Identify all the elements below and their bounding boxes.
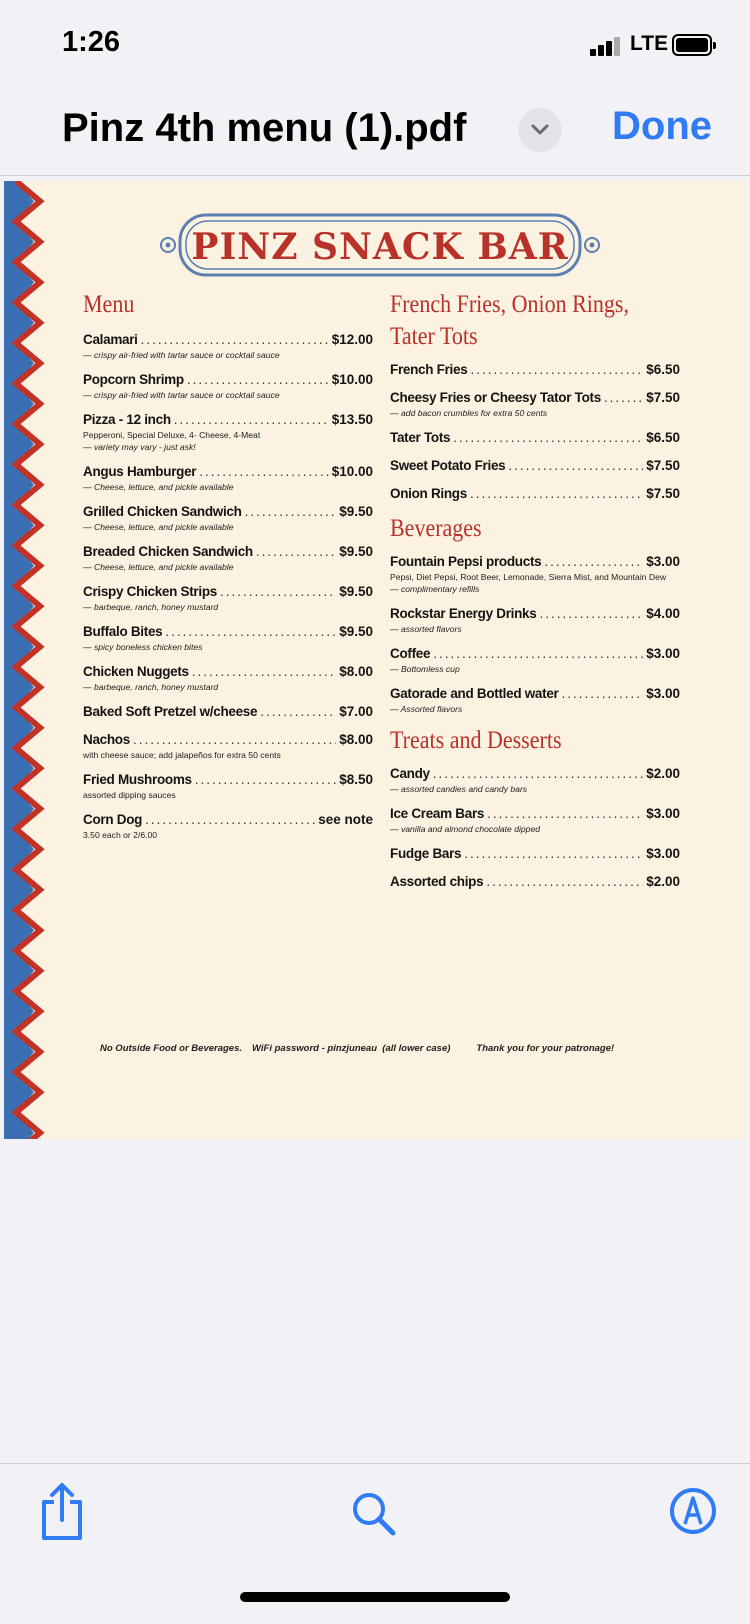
home-indicator xyxy=(240,1592,510,1602)
menu-item xyxy=(83,771,373,801)
status-time: 1:26 xyxy=(62,26,121,58)
menu-item-row xyxy=(390,845,680,863)
menu-left-column xyxy=(83,289,373,851)
menu-item-description: — variety may vary - just ask! xyxy=(83,442,196,452)
markup-icon[interactable] xyxy=(668,1486,718,1541)
menu-item-row xyxy=(390,873,680,891)
menu-item-name: Fountain Pepsi products xyxy=(390,554,542,569)
menu-item-price: $7.00 xyxy=(339,704,373,719)
menu-item-description: — crispy air-fried with tartar sauce or cocktail sauce xyxy=(83,350,280,360)
menu-item-row xyxy=(390,553,680,571)
menu-item-price: $3.00 xyxy=(646,686,680,701)
menu-item-description: — spicy boneless chicken bites xyxy=(83,642,203,652)
menu-item-description: — Cheese, lettuce, and pickle available xyxy=(83,562,234,572)
heading-line: French Fries, Onion Rings, xyxy=(390,291,629,318)
menu-item-description: — vanilla and almond chocolate dipped xyxy=(390,824,541,834)
menu-item-row xyxy=(390,645,680,663)
dot-leader xyxy=(464,845,643,863)
dot-leader xyxy=(199,463,328,481)
pdf-nav-bar xyxy=(0,92,750,176)
menu-item-name: French Fries xyxy=(390,362,468,377)
menu-item-row xyxy=(83,371,373,389)
menu-item xyxy=(390,873,680,891)
menu-item xyxy=(390,765,680,795)
section-heading-treats: Treats and Desserts xyxy=(390,727,562,754)
menu-item-name: Fried Mushrooms xyxy=(83,772,192,787)
menu-item-description: — Assorted flavors xyxy=(390,704,463,714)
menu-item-price: $3.00 xyxy=(646,806,680,821)
menu-item-row xyxy=(83,583,373,601)
dot-leader xyxy=(187,371,329,389)
menu-item xyxy=(83,463,373,493)
menu-item-price: $6.50 xyxy=(646,430,680,445)
menu-item xyxy=(83,623,373,653)
menu-item-note: 3.50 each or 2/6.00 xyxy=(83,830,158,840)
menu-item-price: $7.50 xyxy=(646,486,680,501)
menu-item-row xyxy=(390,429,680,447)
dot-leader xyxy=(141,331,329,349)
menu-item-row xyxy=(390,389,680,407)
menu-item-row xyxy=(390,805,680,823)
menu-item-description: — crispy air-fried with tartar sauce or cocktail sauce xyxy=(83,390,280,400)
menu-item xyxy=(83,543,373,573)
menu-item-name: Rockstar Energy Drinks xyxy=(390,606,537,621)
menu-item-description: — Bottomless cup xyxy=(390,664,460,674)
menu-item xyxy=(390,685,680,715)
beverages-list xyxy=(390,553,680,715)
menu-item-price: $7.50 xyxy=(646,390,680,405)
menu-items-list xyxy=(83,331,373,841)
dot-leader xyxy=(245,503,337,521)
dot-leader xyxy=(220,583,336,601)
menu-item-description: — Cheese, lettuce, and pickle available xyxy=(83,482,234,492)
menu-item-price: $3.00 xyxy=(646,846,680,861)
menu-item xyxy=(390,485,680,503)
menu-item xyxy=(83,703,373,721)
menu-item-row xyxy=(83,463,373,481)
menu-item xyxy=(83,731,373,761)
menu-item-price: $13.50 xyxy=(331,412,373,427)
menu-item xyxy=(390,457,680,475)
menu-item-description: — complimentary refills xyxy=(390,584,480,594)
menu-item-price: $3.00 xyxy=(646,646,680,661)
menu-item xyxy=(390,553,680,595)
menu-item-name: Breaded Chicken Sandwich xyxy=(83,544,253,559)
menu-item xyxy=(83,411,373,453)
footer-thanks: Thank you for your patronage! xyxy=(476,1043,615,1054)
menu-item-price: $8.00 xyxy=(339,664,373,679)
menu-item-row xyxy=(390,685,680,703)
menu-item-row xyxy=(83,771,373,789)
menu-item-price: $12.00 xyxy=(331,332,373,347)
menu-item-row xyxy=(390,765,680,783)
dot-leader xyxy=(192,663,336,681)
dot-leader xyxy=(174,411,329,429)
menu-item-name: Candy xyxy=(390,766,430,781)
menu-item-price: see note xyxy=(318,812,373,827)
dot-leader xyxy=(539,605,643,623)
menu-item-price: $2.00 xyxy=(646,874,680,889)
menu-item-description: — add bacon crumbles for extra 50 cents xyxy=(390,408,548,418)
menu-right-column xyxy=(390,289,680,901)
menu-item-row xyxy=(83,731,373,749)
dot-leader xyxy=(470,361,643,379)
done-button[interactable]: Done xyxy=(612,104,712,148)
menu-item-price: $9.50 xyxy=(339,584,373,599)
menu-item-row xyxy=(83,623,373,641)
network-type: LTE xyxy=(630,32,669,55)
menu-item-row xyxy=(390,361,680,379)
menu-item-price: $8.50 xyxy=(339,772,373,787)
dot-leader xyxy=(470,485,643,503)
menu-item xyxy=(390,361,680,379)
menu-item-row xyxy=(83,543,373,561)
menu-item-name: Calamari xyxy=(83,332,138,347)
section-heading-fries xyxy=(390,289,645,353)
menu-item-row xyxy=(83,703,373,721)
menu-item-description: — Cheese, lettuce, and pickle available xyxy=(83,522,234,532)
menu-item xyxy=(390,429,680,447)
menu-item-note: Pepsi, Diet Pepsi, Root Beer, Lemonade, Sierra Mist, and Mountain Dew xyxy=(390,572,667,582)
menu-item-row xyxy=(390,605,680,623)
menu-item-row xyxy=(83,411,373,429)
menu-footer xyxy=(100,1043,700,1054)
menu-item-row xyxy=(390,457,680,475)
dot-leader xyxy=(561,685,643,703)
dot-leader xyxy=(486,873,643,891)
menu-item-name: Cheesy Fries or Cheesy Tator Tots xyxy=(390,390,601,405)
menu-item-price: $8.00 xyxy=(339,732,373,747)
dot-leader xyxy=(165,623,336,641)
menu-item-price: $9.50 xyxy=(339,504,373,519)
menu-item-price: $9.50 xyxy=(339,544,373,559)
menu-item xyxy=(390,645,680,675)
menu-item-name: Pizza - 12 inch xyxy=(83,412,171,427)
menu-item xyxy=(83,371,373,401)
menu-item-note: assorted dipping sauces xyxy=(83,790,176,800)
cellular-signal-icon xyxy=(590,36,628,56)
menu-item-name: Angus Hamburger xyxy=(83,464,197,479)
dot-leader xyxy=(433,765,643,783)
footer-no-outside-food: No Outside Food or Beverages. xyxy=(100,1043,242,1054)
document-title[interactable]: Pinz 4th menu (1).pdf xyxy=(62,106,467,150)
menu-item xyxy=(390,805,680,835)
menu-item-row xyxy=(390,485,680,503)
banner-title: PINZ SNACK BAR xyxy=(191,226,569,268)
battery-icon xyxy=(672,34,712,56)
menu-item-name: Coffee xyxy=(390,646,431,661)
dot-leader xyxy=(487,805,643,823)
menu-item-price: $4.00 xyxy=(646,606,680,621)
dot-leader xyxy=(260,703,336,721)
dot-leader xyxy=(508,457,643,475)
menu-item-price: $9.50 xyxy=(339,624,373,639)
menu-item-name: Ice Cream Bars xyxy=(390,806,485,821)
heading-line: Tater Tots xyxy=(390,323,478,350)
fries-list xyxy=(390,361,680,503)
menu-item-price: $7.50 xyxy=(646,458,680,473)
dot-leader xyxy=(256,543,336,561)
chevron-down-icon[interactable] xyxy=(518,108,562,152)
menu-item-price: $3.00 xyxy=(646,554,680,569)
dot-leader xyxy=(133,731,336,749)
dot-leader xyxy=(145,811,315,829)
menu-item-name: Assorted chips xyxy=(390,874,484,889)
menu-item-row xyxy=(83,811,373,829)
menu-item-name: Crispy Chicken Strips xyxy=(83,584,217,599)
dot-leader xyxy=(544,553,643,571)
menu-item-row xyxy=(83,503,373,521)
menu-item xyxy=(390,389,680,419)
menu-item-name: Onion Rings xyxy=(390,486,467,501)
menu-item-name: Popcorn Shrimp xyxy=(83,372,184,387)
menu-item-price: $10.00 xyxy=(331,464,373,479)
dot-leader xyxy=(433,645,643,663)
menu-item-name: Grilled Chicken Sandwich xyxy=(83,504,242,519)
status-bar xyxy=(0,0,750,92)
dot-leader xyxy=(195,771,336,789)
menu-item-name: Nachos xyxy=(83,732,130,747)
menu-item-price: $6.50 xyxy=(646,362,680,377)
section-heading-menu: Menu xyxy=(83,291,135,318)
search-icon[interactable] xyxy=(350,1490,398,1543)
menu-item xyxy=(83,811,373,841)
menu-item-name: Buffalo Bites xyxy=(83,624,163,639)
menu-item-name: Sweet Potato Fries xyxy=(390,458,506,473)
menu-item-name: Gatorade and Bottled water xyxy=(390,686,559,701)
menu-item-name: Fudge Bars xyxy=(390,846,462,861)
section-heading-beverages: Beverages xyxy=(390,515,482,542)
menu-item-note: Pepperoni, Special Deluxe, 4- Cheese, 4-Meat xyxy=(83,430,261,440)
menu-item-name: Corn Dog xyxy=(83,812,143,827)
menu-item-price: $2.00 xyxy=(646,766,680,781)
menu-item-description: — barbeque, ranch, honey mustard xyxy=(83,682,219,692)
menu-item-price: $10.00 xyxy=(331,372,373,387)
menu-item-note: with cheese sauce; add jalapeños for extra 50 cents xyxy=(83,750,281,760)
footer-wifi: WiFi password - pinzjuneau (all lower case) xyxy=(252,1043,451,1054)
menu-item xyxy=(390,845,680,863)
menu-item-row xyxy=(83,663,373,681)
treats-list xyxy=(390,765,680,891)
dot-leader xyxy=(453,429,643,447)
menu-item-description: — assorted flavors xyxy=(390,624,462,634)
menu-item-description: — barbeque, ranch, honey mustard xyxy=(83,602,219,612)
zigzag-border xyxy=(4,181,54,1139)
menu-item xyxy=(83,331,373,361)
menu-item xyxy=(83,583,373,613)
share-icon[interactable] xyxy=(38,1482,86,1547)
menu-item-name: Tater Tots xyxy=(390,430,451,445)
menu-banner xyxy=(150,207,610,287)
menu-item-description: — assorted candies and candy bars xyxy=(390,784,528,794)
dot-leader xyxy=(604,389,643,407)
menu-item xyxy=(390,605,680,635)
pdf-page xyxy=(4,181,746,1139)
menu-item-name: Chicken Nuggets xyxy=(83,664,189,679)
menu-item xyxy=(83,503,373,533)
menu-item xyxy=(83,663,373,693)
menu-item-name: Baked Soft Pretzel w/cheese xyxy=(83,704,258,719)
menu-item-row xyxy=(83,331,373,349)
